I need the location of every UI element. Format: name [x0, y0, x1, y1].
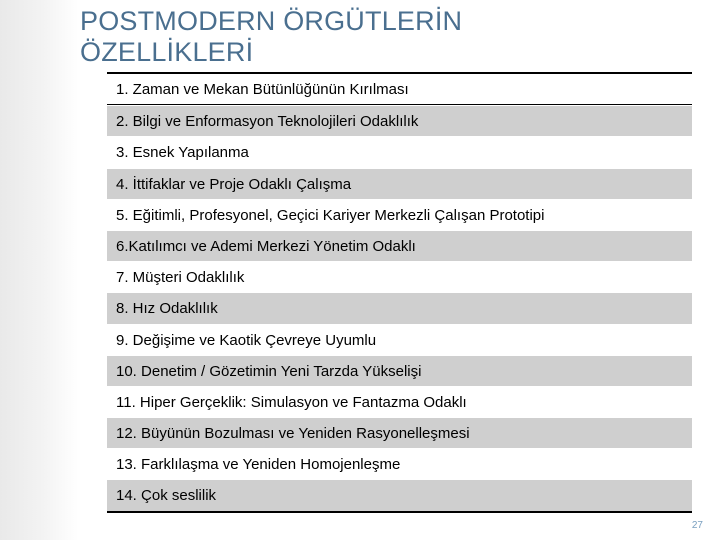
table-row: 3. Esnek Yapılanma	[107, 136, 692, 167]
table-row: 6.Katılımcı ve Ademi Merkezi Yönetim Odaklı	[107, 230, 692, 261]
table-row: 14. Çok seslilik	[107, 479, 692, 510]
table-row: 7. Müşteri Odaklılık	[107, 261, 692, 292]
table-row: 10. Denetim / Gözetimin Yeni Tarzda Yükselişi	[107, 355, 692, 386]
table-row: 12. Büyünün Bozulması ve Yeniden Rasyonelleşmesi	[107, 417, 692, 448]
table-row: 4. İttifaklar ve Proje Odaklı Çalışma	[107, 168, 692, 199]
page-number: 27	[691, 520, 703, 531]
table-row: 1. Zaman ve Mekan Bütünlüğünün Kırılması	[107, 74, 692, 105]
table-row: 5. Eğitimli, Profesyonel, Geçici Kariyer Merkezli Çalışan Prototipi	[107, 199, 692, 230]
features-table	[107, 72, 692, 513]
table-row: 9. Değişime ve Kaotik Çevreye Uyumlu	[107, 324, 692, 355]
left-gradient-bar	[0, 0, 78, 540]
table-row: 11. Hiper Gerçeklik: Simulasyon ve Fantazma Odaklı	[107, 386, 692, 417]
slide-title: POSTMODERN ÖRGÜTLERİN ÖZELLİKLERİ	[80, 6, 463, 67]
table-row: 8. Hız Odaklılık	[107, 292, 692, 323]
table-row: 13. Farklılaşma ve Yeniden Homojenleşme	[107, 448, 692, 479]
table-row: 2. Bilgi ve Enformasyon Teknolojileri Odaklılık	[107, 105, 692, 136]
